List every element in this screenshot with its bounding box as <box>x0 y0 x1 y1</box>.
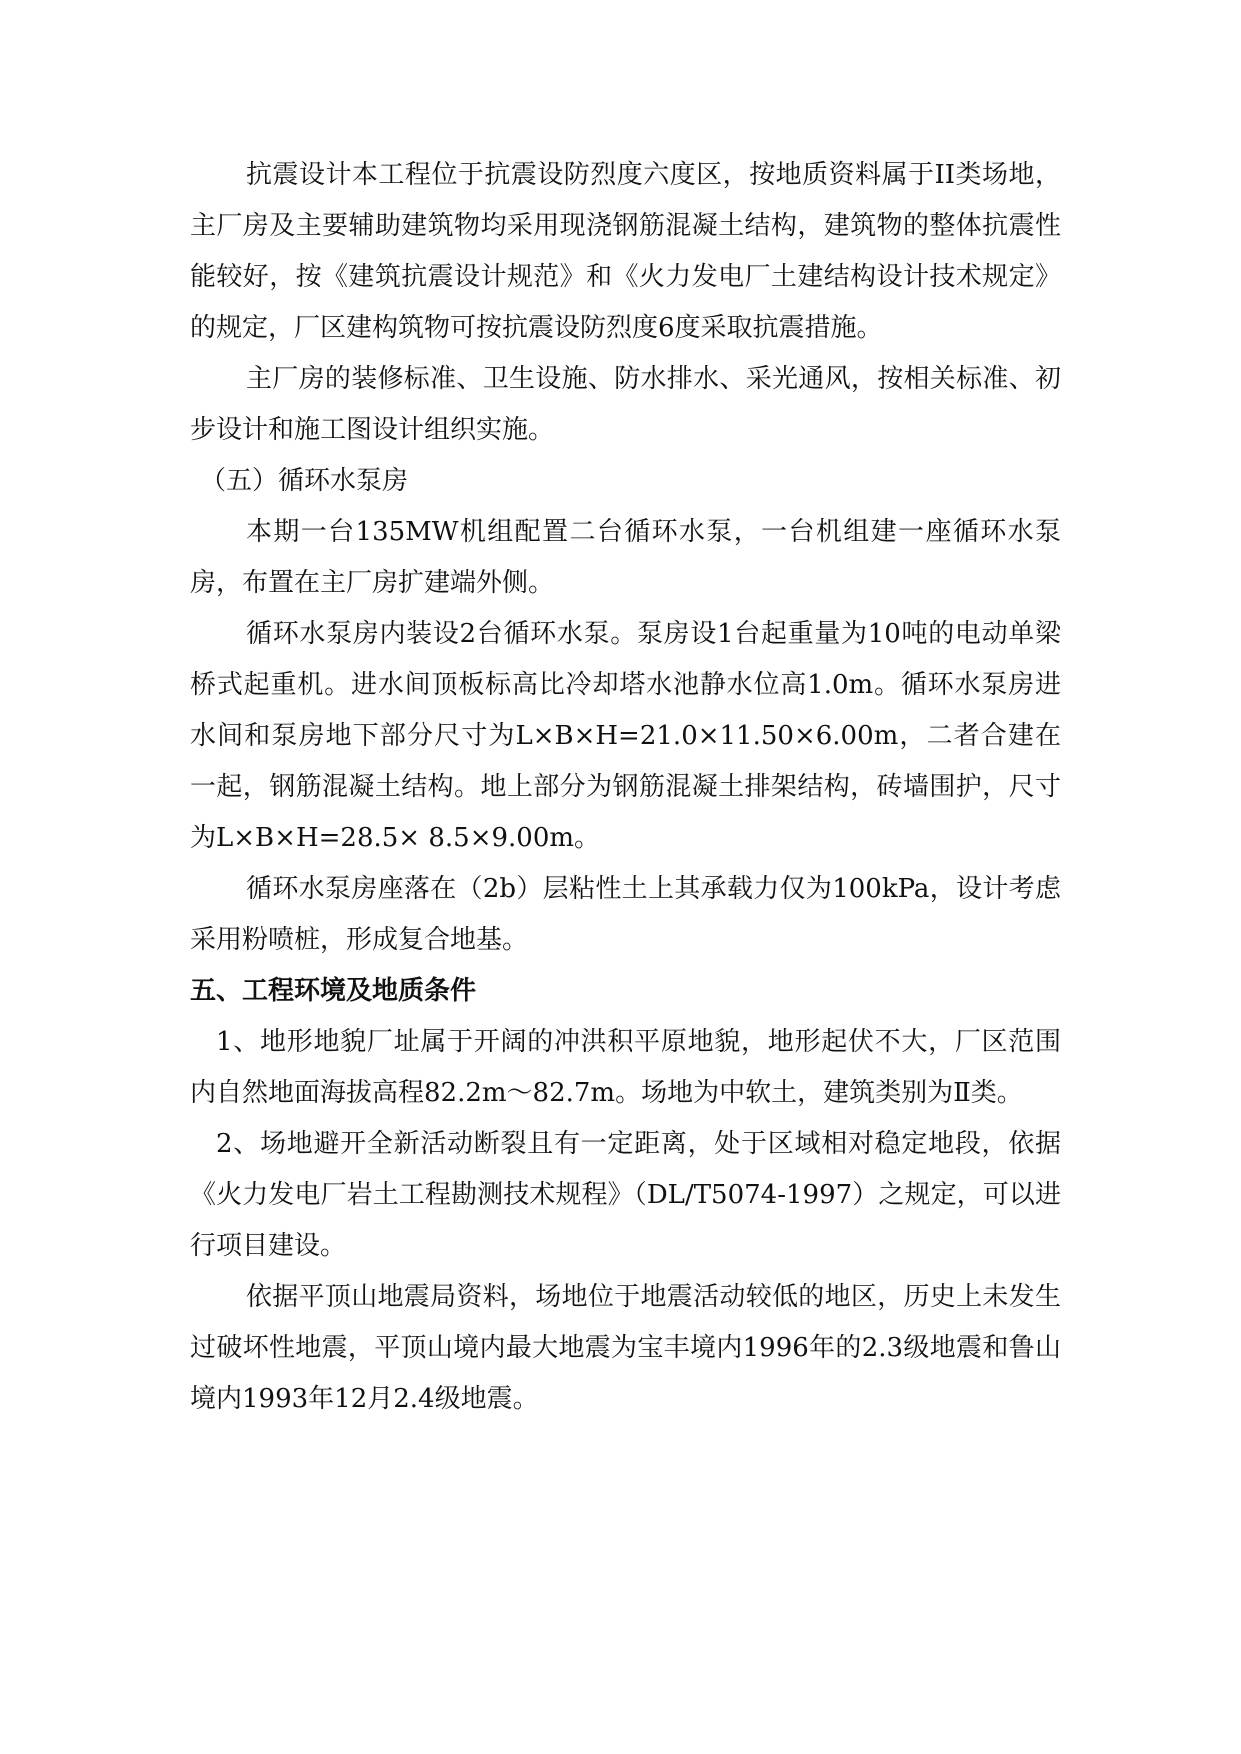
subheading-pump-house: （五）循环水泵房 <box>200 466 409 496</box>
paragraph-earthquake-history: 依据平顶山地震局资料，场地位于地震活动较低的地区，历史上未发生过破坏性地震，平顶山境内最大地震为宝丰境内1996年的2.3级地震和鲁山境内1993年12月2.4级地震。 <box>190 1282 1061 1414</box>
paragraph-decoration-standard: 主厂房的装修标准、卫生设施、防水排水、采光通风，按相关标准、初步设计和施工图设计组织实施。 <box>190 364 1061 445</box>
paragraph-pump-house-config: 本期一台135MW机组配置二台循环水泵，一台机组建一座循环水泵房，布置在主厂房扩建端外侧。 <box>190 517 1061 598</box>
paragraph-fault-stability: 2、场地避开全新活动断裂且有一定距离，处于区域相对稳定地段，依据《火力发电厂岩土工程勘测技术规程》（DL/T5074-1997）之规定，可以进行项目建设。 <box>190 1129 1061 1261</box>
paragraph-seismic-design: 抗震设计本工程位于抗震设防烈度六度区，按地质资料属于II类场地，主厂房及主要辅助建筑物均采用现浇钢筋混凝土结构，建筑物的整体抗震性能较好，按《建筑抗震设计规范》和《火力发电厂土建结构设计技术规定》的规定，厂区建构筑物可按抗震设防烈度6度采取抗震措施。 <box>190 160 1061 343</box>
paragraph-pump-house-structure: 循环水泵房内装设2台循环水泵。泵房设1台起重量为10吨的电动单梁桥式起重机。进水间顶板标高比冷却塔水池静水位高1.0m。循环水泵房进水间和泵房地下部分尺寸为L×B×H=21.0×11.50×6.00m，二者合建在一起，钢筋混凝土结构。地上部分为钢筋混凝土排架结构，砖墙围护，尺寸为L×B×H=28.5× 8.5×9.00m。 <box>190 619 1061 853</box>
section-heading-environment-geology: 五、工程环境及地质条件 <box>190 976 477 1006</box>
paragraph-pump-house-foundation: 循环水泵房座落在（2b）层粘性土上其承载力仅为100kPa，设计考虑采用粉喷桩，形成复合地基。 <box>190 874 1061 955</box>
paragraph-terrain: 1、地形地貌厂址属于开阔的冲洪积平原地貌，地形起伏不大，厂区范围内自然地面海拔高程82.2m～82.7m。场地为中软土，建筑类别为Ⅱ类。 <box>190 1027 1061 1108</box>
